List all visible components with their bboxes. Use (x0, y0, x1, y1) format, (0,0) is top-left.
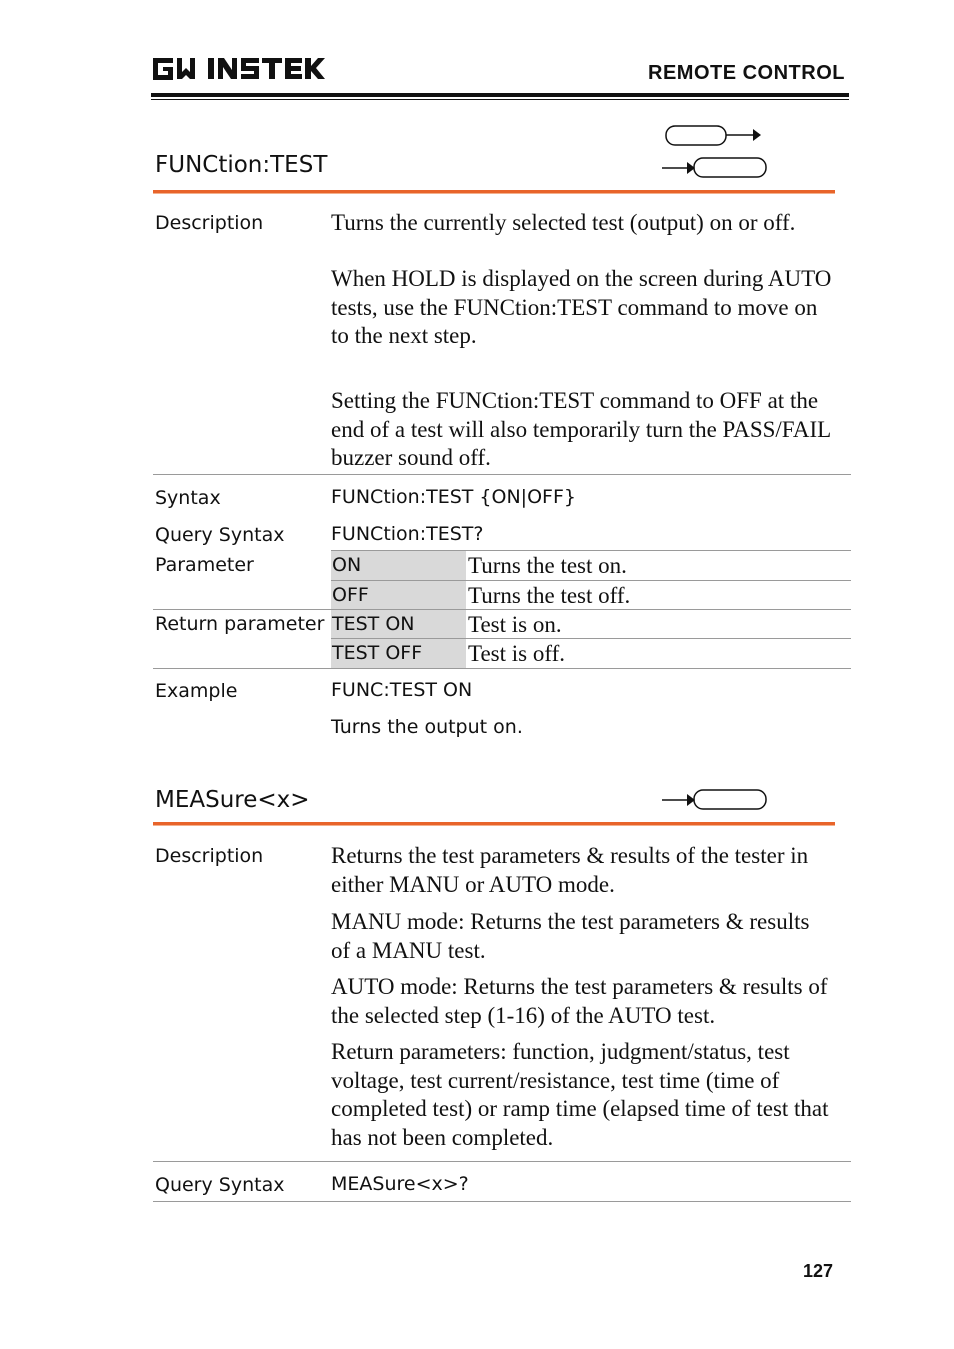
row-divider (153, 474, 851, 475)
section-divider (153, 822, 835, 825)
query-command-icon (660, 787, 770, 815)
return-parameter-name: TEST ON (331, 610, 466, 639)
header-divider (151, 93, 849, 97)
page-number: 127 (802, 1261, 833, 1281)
set-command-icon (660, 123, 770, 181)
description-paragraph: Turns the currently selected test (output) on or off. (331, 210, 796, 235)
description-paragraph: Setting the FUNCtion:TEST command to OFF at the end of a test will also temporarily turn the PASS/FAIL buzzer sound off. (331, 388, 831, 470)
syntax-label: Syntax (155, 487, 221, 509)
query-syntax-label: Query Syntax (155, 524, 285, 546)
parameter-name: ON (331, 551, 466, 580)
return-parameter-name: TEST OFF (331, 639, 466, 668)
description-paragraph: MANU mode: Returns the test parameters & results of a MANU test. (331, 909, 810, 963)
return-parameter-description: Test is off. (468, 641, 565, 666)
gw-instek-logo (153, 54, 325, 84)
row-divider (153, 668, 851, 669)
row-divider (153, 1161, 851, 1162)
example-command: FUNC:TEST ON (331, 679, 473, 701)
description-label: Description (155, 845, 264, 867)
query-syntax-value: FUNCtion:TEST? (331, 523, 484, 545)
description-paragraph: AUTO mode: Returns the test parameters & results of the selected step (1-16) of the AUTO test. (331, 974, 828, 1028)
query-syntax-value: MEASure<x>? (331, 1173, 469, 1195)
query-command-icon (662, 158, 766, 177)
section-title-function-test: FUNCtion:TEST (155, 152, 328, 178)
syntax-value: FUNCtion:TEST {ON|OFF} (331, 486, 576, 508)
parameter-name: OFF (331, 581, 466, 610)
row-divider (153, 1201, 851, 1202)
example-description: Turns the output on. (331, 716, 523, 738)
description-label: Description (155, 212, 264, 234)
example-label: Example (155, 680, 238, 702)
parameter-label: Parameter (155, 554, 254, 576)
parameter-description: Turns the test on. (468, 553, 627, 578)
header-title: REMOTE CONTROL (648, 62, 845, 84)
return-parameter-description: Test is on. (468, 612, 562, 637)
description-paragraph: Return parameters: function, judgment/status, test voltage, test current/resistance, test time (time of completed test) or ramp time (elapsed time of test that has not been completed. (331, 1039, 829, 1150)
description-paragraph: Returns the test parameters & results of the tester in either MANU or AUTO mode. (331, 843, 809, 897)
return-parameter-label: Return parameter (155, 613, 325, 635)
section-title-measure: MEASure<x> (155, 787, 310, 813)
section-divider (153, 190, 835, 193)
parameter-description: Turns the test off. (468, 583, 631, 608)
description-paragraph: When HOLD is displayed on the screen during AUTO tests, use the FUNCtion:TEST command to move on to the next step. (331, 266, 832, 348)
header-divider-thin (151, 99, 849, 100)
query-syntax-label: Query Syntax (155, 1174, 285, 1196)
